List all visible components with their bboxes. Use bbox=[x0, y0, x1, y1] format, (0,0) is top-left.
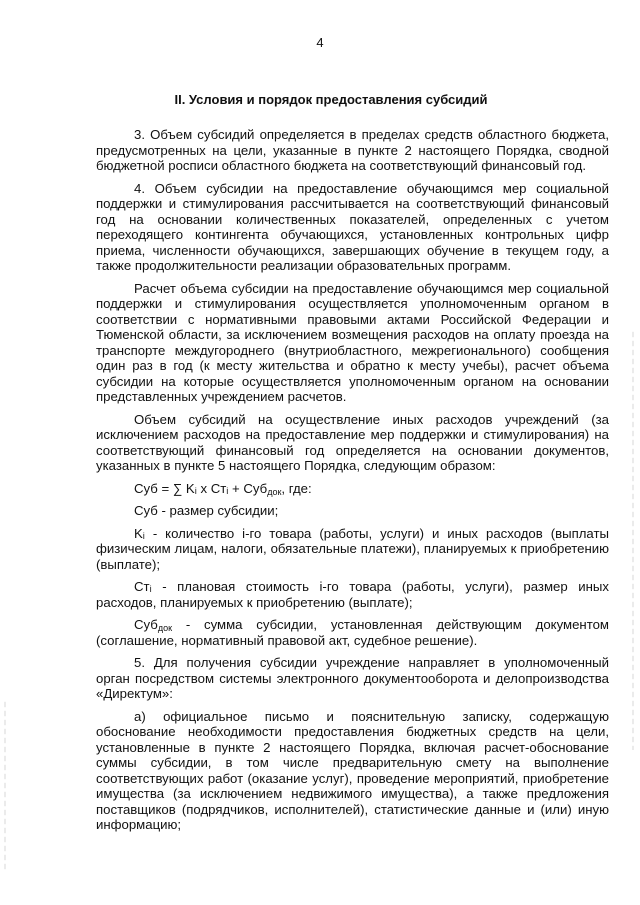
formula bbox=[96, 481, 609, 497]
paragraph-4: 4. Объем субсидии на предоставление обучающимся мер социальной поддержки и стимулирования рассчитывается на соответствующий финансовый год на основании количественных показателей, определенных с учетом переходящего контингента обучающихся, установленных контрольных цифр приема, численности обучающихся, завершающих обучение в текущем году, а также продолжительности реализации образовательных программ. bbox=[96, 180, 609, 273]
formula-subscript: док bbox=[267, 486, 282, 497]
paragraph-4-other-expenses: Объем субсидий на осуществление иных расходов учреждений (за исключением расходов на предоставление мер поддержки и стимулирования) на соответствующий финансовый год определяется на основании документов, указанных в пункте 5 настоящего Порядка, следующим образом: bbox=[96, 411, 609, 473]
definition-subdok-symbol: Суб bbox=[134, 617, 158, 632]
paragraph-4-calculation: Расчет объема субсидии на предоставление обучающимся мер социальной поддержки и стимулирования осуществляется уполномоченным органом в соответствии с нормативными правовыми актами Российской Федерации и Тюменской области, за исключением возмещения расходов на оплату проезда на транспорте междугороднего (внутриобластного, межрегионального) сообщения один раз в год (к месту жительства и обратно к месту учебы), расчет объема субсидии на которые осуществляется уполномоченным органом на основании представленных учреждением расчетов. bbox=[96, 280, 609, 404]
section-heading: II. Условия и порядок предоставления субсидий bbox=[174, 92, 488, 107]
definition-subdok bbox=[96, 617, 609, 648]
definition-k-text: - количество i-го товара (работы, услуги) и иных расходов (выплаты физическим лицам, налоги, обязательные платежи), планируемых к приобретению (выплате); bbox=[96, 525, 609, 572]
page-number: 4 bbox=[316, 35, 324, 50]
paragraph-5: 5. Для получения субсидии учреждение направляет в уполномоченный орган посредством системы электронного документооборота и делопроизводства «Директум»: bbox=[96, 655, 609, 701]
definition-k-symbol: Kᵢ bbox=[134, 525, 145, 541]
paragraph-5a: а) официальное письмо и пояснительную записку, содержащую обоснование необходимости предоставления бюджетных средств на цели, установленные в пункте 2 настоящего Порядка, включая расчет-обоснование суммы субсидии, в том числе предварительную смету на выполнение соответствующих работ (оказание услуг), проведение мероприятий, приобретение имущества (за исключением недвижимого имущества), а также предложения поставщиков (подрядчиков, исполнителей), статистические данные и (или) иную информацию; bbox=[96, 708, 609, 832]
definition-st-symbol: Стᵢ bbox=[134, 579, 152, 594]
definition-k bbox=[96, 526, 609, 573]
document-body bbox=[96, 127, 609, 840]
formula-main: Суб = ∑ Kᵢ x Стᵢ + Суб bbox=[134, 480, 268, 496]
definition-subdok-subscript: док bbox=[157, 623, 173, 633]
scan-margin-marks bbox=[632, 330, 634, 750]
scan-margin-marks-left bbox=[4, 700, 6, 870]
definition-st bbox=[96, 579, 609, 610]
formula-tail: , где: bbox=[281, 480, 312, 496]
definition-st-text: - плановая стоимость i-го товара (работы, услуги), размер иных расходов, планируемых к приобретению (выплате); bbox=[96, 579, 609, 610]
definition-sub: Суб - размер субсидии; bbox=[134, 503, 279, 518]
definition-subdok-text: - сумма субсидии, установленная действующим документом (соглашение, нормативный правовой акт, судебное решение). bbox=[96, 617, 609, 648]
paragraph-3: 3. Объем субсидий определяется в пределах средств областного бюджета, предусмотренных на цели, указанные в пункте 2 настоящего Порядка, сводной бюджетной росписи областного бюджета на соответствующий финансовый год. bbox=[96, 127, 609, 173]
